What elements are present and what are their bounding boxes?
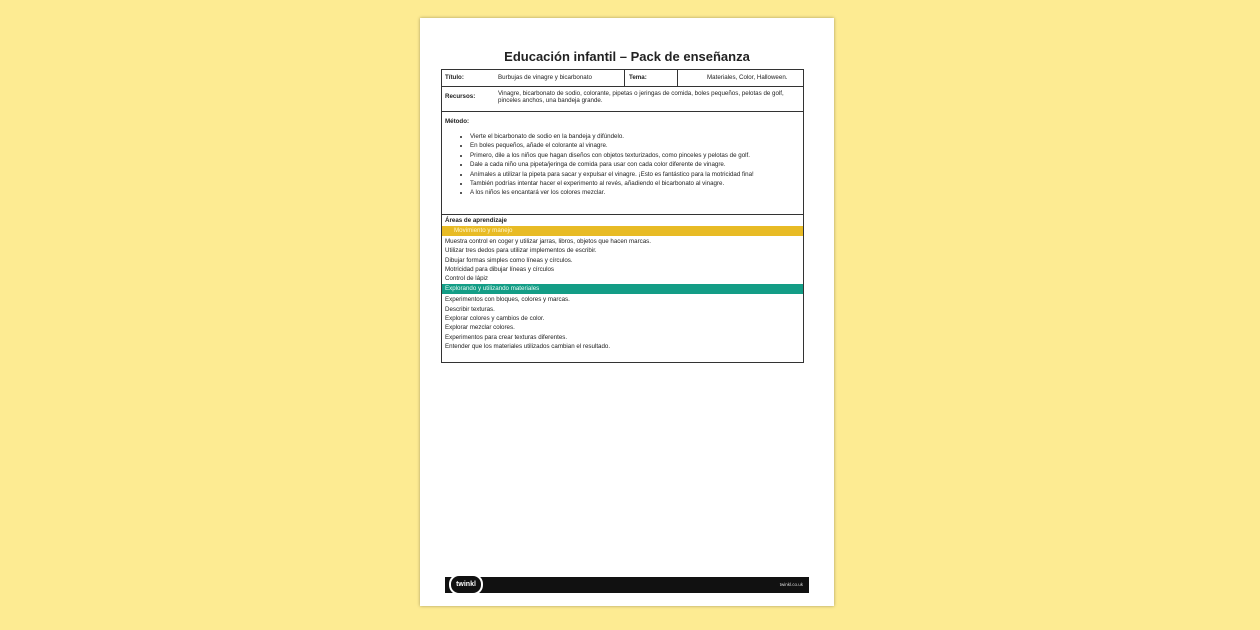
list-item: Explorar colores y cambios de color. (445, 315, 545, 323)
list-item: Experimentos con bloques, colores y marcas. (445, 296, 570, 304)
metodo-row (442, 112, 803, 215)
titulo-label: Título: (445, 74, 464, 81)
list-item: • Anímales a utilizar la pipeta para sacar y expulsar el vinagre. ¡Esto es fantástico para la motricidad fina! (470, 170, 808, 179)
list-item: Dibujar formas simples como líneas y círculos. (445, 256, 573, 264)
list-item: Utilizar tres dedos para utilizar implementos de escribir. (445, 247, 597, 255)
metodo-list (461, 132, 808, 198)
list-item: Entender que los materiales utilizados cambian el resultado. (445, 342, 611, 350)
area1-lines (442, 236, 803, 284)
list-item: • En boles pequeños, añade el colorante al vinagre. (470, 141, 808, 150)
list-item: Explorar mezclar colores. (445, 324, 515, 332)
twinkl-logo: twinkl (449, 574, 483, 595)
list-item: • A los niños les encantará ver los colores mezclar. (470, 188, 808, 197)
areas-label: Áreas de aprendizaje (445, 217, 507, 224)
titulo-row (442, 70, 803, 87)
list-item: Control de lápiz (445, 275, 488, 283)
page-footer (445, 577, 809, 593)
list-item: • También podrías intentar hacer el experimento al revés, añadiendo el bicarbonato al vinagre. (470, 179, 808, 188)
recursos-row (442, 87, 803, 112)
recursos-value: Vinagre, bicarbonato de sodio, colorante, pipetas o jeringas de comida, boles pequeños, pelotas de golf, pinceles anchos, una bandeja grande. (498, 90, 784, 105)
list-item: Experimentos para crear texturas diferentes. (445, 333, 568, 341)
lesson-plan-table (441, 69, 804, 363)
footer-url: twinkl.co.uk (779, 582, 803, 587)
areas-section (442, 215, 803, 351)
area-header-explorando: Explorando y utilizando materiales (442, 284, 803, 294)
area-header-movimiento: Movimiento y manejo (442, 226, 803, 236)
tema-value: Materiales, Color, Halloween. (707, 74, 788, 81)
list-item: Muestra control en coger y utilizar jarras, libros, objetos que hacen marcas. (445, 238, 652, 245)
list-item: Describir texturas. (445, 305, 495, 313)
divider (677, 70, 678, 86)
list-item: Motricidad para dibujar líneas y círculos (445, 265, 555, 273)
list-item: • Vierte el bicarbonato de sodio en la bandeja y difúndelo. (470, 132, 808, 141)
page-title: Educación infantil – Pack de enseñanza (504, 49, 750, 64)
titulo-value: Burbujas de vinagre y bicarbonato (498, 74, 592, 81)
metodo-label: Método: (445, 118, 470, 125)
list-item: • Primero, dile a los niños que hagan diseños con objetos texturizados, como pinceles y pelotas de golf. (470, 151, 808, 160)
document-page (420, 18, 834, 606)
tema-label: Tema: (629, 74, 647, 81)
area2-lines (442, 294, 803, 351)
recursos-label: Recursos: (445, 93, 476, 100)
list-item: • Dale a cada niño una pipeta/jeringa de comida para usar con cada color diferente de vinagre. (470, 160, 808, 169)
divider (624, 70, 625, 86)
